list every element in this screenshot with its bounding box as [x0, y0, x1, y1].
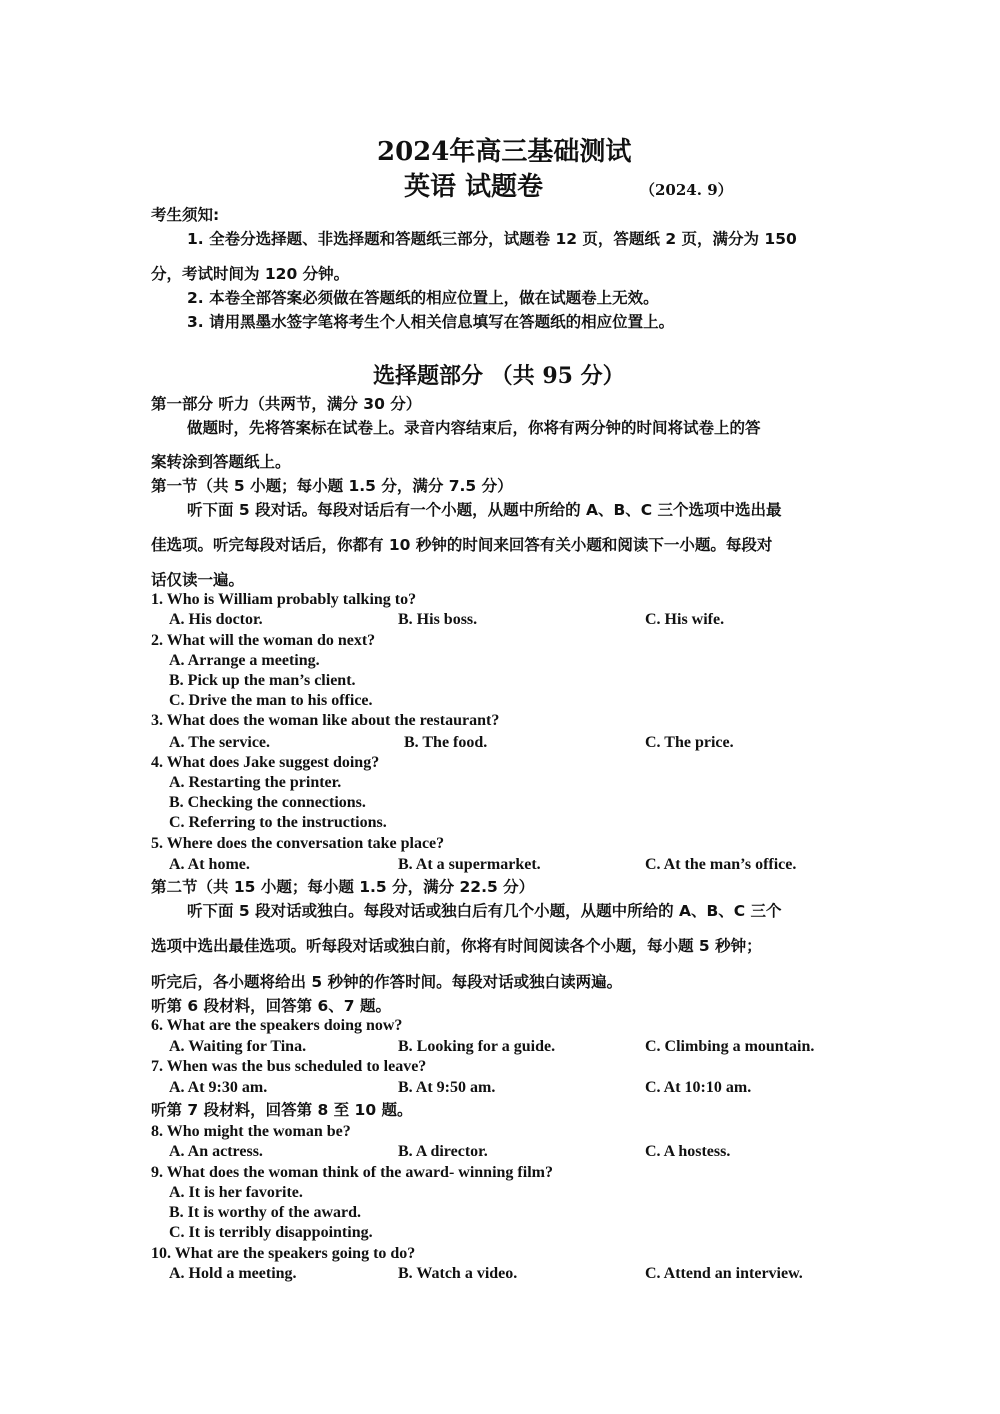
exam-subtitle: 英语 试题卷: [404, 172, 544, 202]
sec2-instruction-line-2: 选项中选出最佳选项。听每段对话或独白前，你将有时间阅读各个小题，每小题 5 秒钟；: [151, 937, 762, 955]
sec2-instruction-line-1: 听下面 5 段对话或独白。每段对话或独白后有几个小题，从题中所给的 A、B、C 三个: [187, 902, 782, 920]
notice-item-1-line-2: 分，考试时间为 120 分钟。: [151, 265, 350, 283]
part1-instruction-line-1: 做题时，先将答案标在试卷上。录音内容结束后，你将有两分钟的时间将试卷上的答: [187, 419, 761, 437]
question-4-option-b: B. Checking the connections.: [169, 794, 366, 811]
question-4-option-c: C. Referring to the instructions.: [169, 814, 387, 831]
question-5-stem: 5. Where does the conversation take place?: [151, 835, 445, 852]
question-8-option-a: A. An actress.: [169, 1143, 263, 1160]
question-3-option-b: B. The food.: [404, 734, 488, 751]
sec1-instruction-line-2: 佳选项。听完每段对话后，你都有 10 秒钟的时间来回答有关小题和阅读下一小题。每段对: [151, 536, 773, 554]
notice-item-1-line-1: 1. 全卷分选择题、非选择题和答题纸三部分，试题卷 12 页，答题纸 2 页，满分为 150: [187, 230, 797, 248]
question-9-option-b: B. It is worthy of the award.: [169, 1204, 361, 1221]
question-10-option-b: B. Watch a video.: [398, 1265, 518, 1282]
sec2-instruction-line-3: 听完后，各小题将给出 5 秒钟的作答时间。每段对话或独白读两遍。: [151, 973, 623, 991]
part1-heading: 第一部分 听力（共两节，满分 30 分）: [151, 395, 422, 413]
question-6-stem: 6. What are the speakers doing now?: [151, 1017, 403, 1034]
question-7-option-b: B. At 9:50 am.: [398, 1079, 496, 1096]
question-6-option-b: B. Looking for a guide.: [398, 1038, 556, 1055]
question-9-option-c: C. It is terribly disappointing.: [169, 1224, 373, 1241]
question-1-option-a: A. His doctor.: [169, 611, 263, 628]
question-6-option-c: C. Climbing a mountain.: [645, 1038, 815, 1055]
question-7-option-c: C. At 10:10 am.: [645, 1079, 752, 1096]
exam-date: （2024. 9）: [640, 181, 733, 199]
material-7-heading: 听第 7 段材料，回答第 8 至 10 题。: [151, 1101, 413, 1119]
question-10-option-a: A. Hold a meeting.: [169, 1265, 297, 1282]
material-6-heading: 听第 6 段材料，回答第 6、7 题。: [151, 997, 391, 1015]
section-title: 选择题部分 （共 95 分）: [373, 363, 625, 389]
question-1-option-b: B. His boss.: [398, 611, 478, 628]
question-8-stem: 8. Who might the woman be?: [151, 1123, 351, 1140]
question-9-stem: 9. What does the woman think of the award- winning film?: [151, 1164, 553, 1181]
question-6-option-a: A. Waiting for Tina.: [169, 1038, 307, 1055]
question-1-stem: 1. Who is William probably talking to?: [151, 591, 417, 608]
question-7-option-a: A. At 9:30 am.: [169, 1079, 268, 1096]
question-3-stem: 3. What does the woman like about the restaurant?: [151, 712, 500, 729]
sec1-instruction-line-1: 听下面 5 段对话。每段对话后有一个小题，从题中所给的 A、B、C 三个选项中选出最: [187, 501, 782, 519]
part1-instruction-line-2: 案转涂到答题纸上。: [151, 453, 291, 471]
question-4-option-a: A. Restarting the printer.: [169, 774, 342, 791]
question-10-option-c: C. Attend an interview.: [645, 1265, 803, 1282]
question-3-option-a: A. The service.: [169, 734, 271, 751]
question-5-option-c: C. At the man’s office.: [645, 856, 797, 873]
question-4-stem: 4. What does Jake suggest doing?: [151, 754, 380, 771]
question-9-option-a: A. It is her favorite.: [169, 1184, 303, 1201]
notice-item-2: 2. 本卷全部答案必须做在答题纸的相应位置上，做在试题卷上无效。: [187, 289, 659, 307]
question-5-option-a: A. At home.: [169, 856, 250, 873]
exam-title: 2024年高三基础测试: [377, 137, 632, 167]
notice-heading: 考生须知:: [151, 206, 220, 224]
question-10-stem: 10. What are the speakers going to do?: [151, 1245, 416, 1262]
sec2-heading: 第二节（共 15 小题；每小题 1.5 分，满分 22.5 分）: [151, 878, 535, 896]
notice-item-3: 3. 请用黑墨水签字笔将考生个人相关信息填写在答题纸的相应位置上。: [187, 313, 675, 331]
question-8-option-c: C. A hostess.: [645, 1143, 731, 1160]
sec1-heading: 第一节（共 5 小题；每小题 1.5 分，满分 7.5 分）: [151, 477, 513, 495]
question-8-option-b: B. A director.: [398, 1143, 488, 1160]
question-2-stem: 2. What will the woman do next?: [151, 632, 376, 649]
question-2-option-b: B. Pick up the man’s client.: [169, 672, 356, 689]
question-7-stem: 7. When was the bus scheduled to leave?: [151, 1058, 427, 1075]
question-3-option-c: C. The price.: [645, 734, 734, 751]
sec1-instruction-line-3: 话仅读一遍。: [151, 571, 245, 589]
question-5-option-b: B. At a supermarket.: [398, 856, 541, 873]
question-2-option-a: A. Arrange a meeting.: [169, 652, 320, 669]
question-1-option-c: C. His wife.: [645, 611, 725, 628]
question-2-option-c: C. Drive the man to his office.: [169, 692, 373, 709]
